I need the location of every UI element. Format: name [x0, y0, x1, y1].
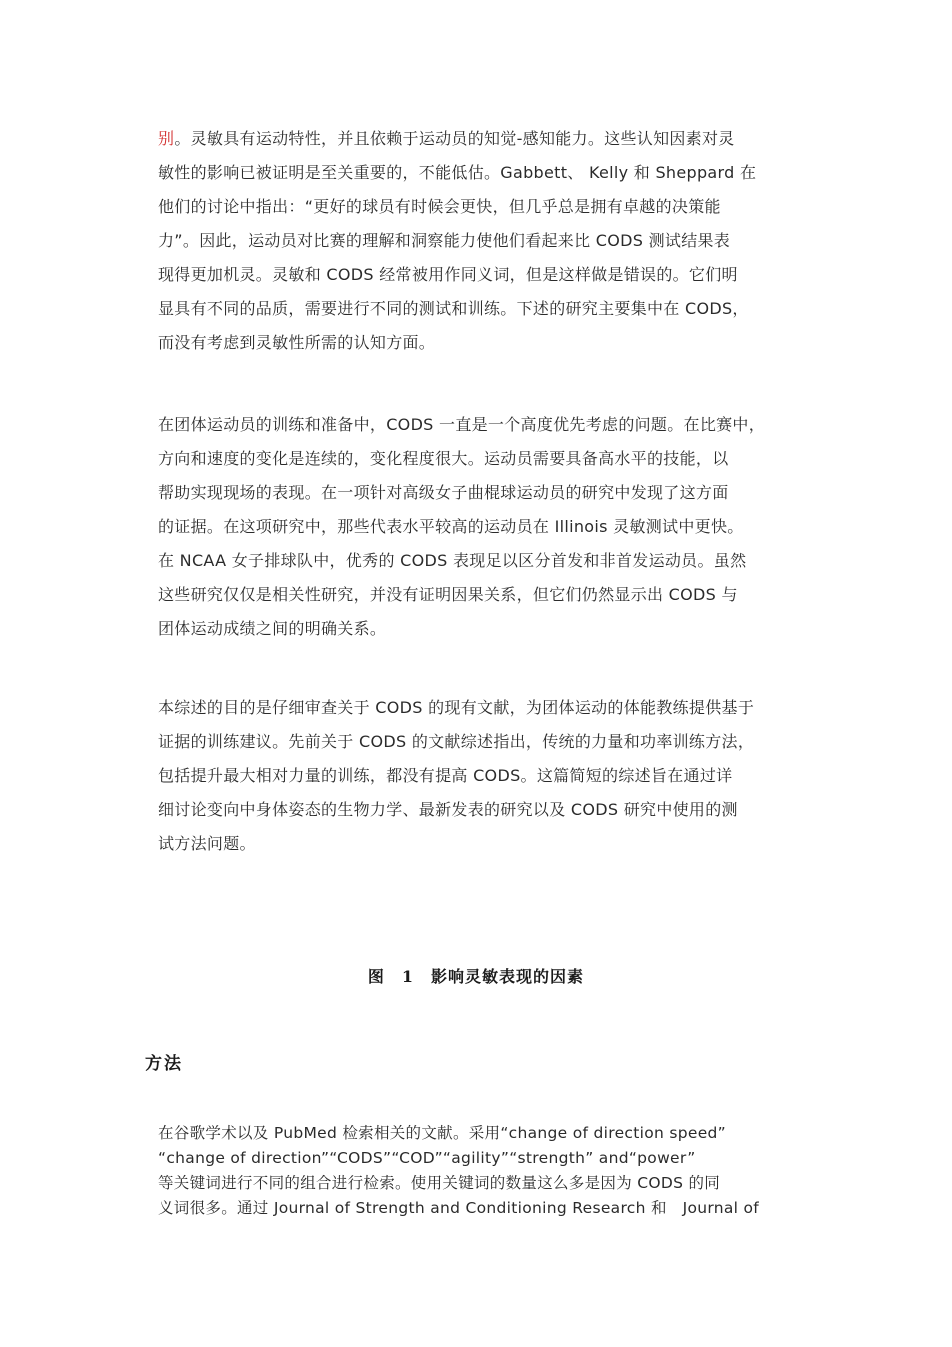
text-line: 义词很多。通过 Journal of Strength and Conditioning Research 和 Journal of [158, 1199, 760, 1217]
text-line: 证据的训练建议。先前关于 CODS 的文献综述指出，传统的力量和功率训练方法， [158, 732, 755, 751]
text-line: 力”。因此，运动员对比赛的理解和洞察能力使他们看起来比 CODS 测试结果表 [158, 231, 731, 250]
text-line: 他们的讨论中指出：“更好的球员有时候会更快，但几乎总是拥有卓越的决策能 [158, 197, 721, 216]
text-line: 细讨论变向中身体姿态的生物力学、最新发表的研究以及 CODS 研究中使用的测 [158, 800, 738, 819]
paragraph-methods [158, 1121, 794, 1221]
text-line: 帮助实现现场的表现。在一项针对高级女子曲棍球运动员的研究中发现了这方面 [158, 483, 729, 502]
section-heading-methods: 方法 [145, 1054, 183, 1074]
text-line: 团体运动成绩之间的明确关系。 [158, 619, 387, 638]
text-line [158, 122, 794, 156]
text-line: 这些研究仅仅是相关性研究，并没有证明因果关系，但它们仍然显示出 CODS 与 [158, 585, 738, 604]
text-line: 敏性的影响已被证明是至关重要的，不能低估。Gabbett、 Kelly 和 Sheppard 在 [158, 163, 757, 182]
text-line: 在团体运动员的训练和准备中，CODS 一直是一个高度优先考虑的问题。在比赛中， [158, 415, 766, 434]
text-line: 本综述的目的是仔细审查关于 CODS 的现有文献，为团体运动的体能教练提供基于 [158, 698, 755, 717]
text-line: 在 NCAA 女子排球队中，优秀的 CODS 表现足以区分首发和非首发运动员。虽然 [158, 551, 747, 570]
text-line: 显具有不同的品质，需要进行不同的测试和训练。下述的研究主要集中在 CODS， [158, 299, 749, 318]
text-line: “change of direction”“CODS”“COD”“agility”“strength” and“power” [158, 1149, 696, 1167]
figure-caption: 图 1 影响灵敏表现的因素 [367, 967, 585, 986]
paragraph-review-purpose [158, 691, 794, 861]
text-line: 的证据。在这项研究中，那些代表水平较高的运动员在 Illinois 灵敏测试中更快。 [158, 517, 744, 536]
text-line: 包括提升最大相对力量的训练，都没有提高 CODS。这篇简短的综述旨在通过详 [158, 766, 733, 785]
text-line: 等关键词进行不同的组合进行检索。使用关键词的数量这么多是因为 CODS 的同 [158, 1174, 721, 1192]
text-line: 现得更加机灵。灵敏和 CODS 经常被用作同义词，但是这样做是错误的。它们明 [158, 265, 738, 284]
text-line: 而没有考虑到灵敏性所需的认知方面。 [158, 333, 436, 352]
text-line: 在谷歌学术以及 PubMed 检索相关的文献。采用“change of direction speed” [158, 1124, 727, 1142]
text-line: 方向和速度的变化是连续的，变化程度很大。运动员需要具备高水平的技能，以 [158, 449, 729, 468]
text-line-rest: 。灵敏具有运动特性，并且依赖于运动员的知觉-感知能力。这些认知因素对灵 [174, 129, 735, 148]
paragraph-team-sports-cods [158, 408, 794, 646]
highlighted-word: 别 [158, 129, 175, 148]
text-line: 试方法问题。 [158, 834, 256, 853]
paragraph-agility-cognition [158, 122, 794, 360]
